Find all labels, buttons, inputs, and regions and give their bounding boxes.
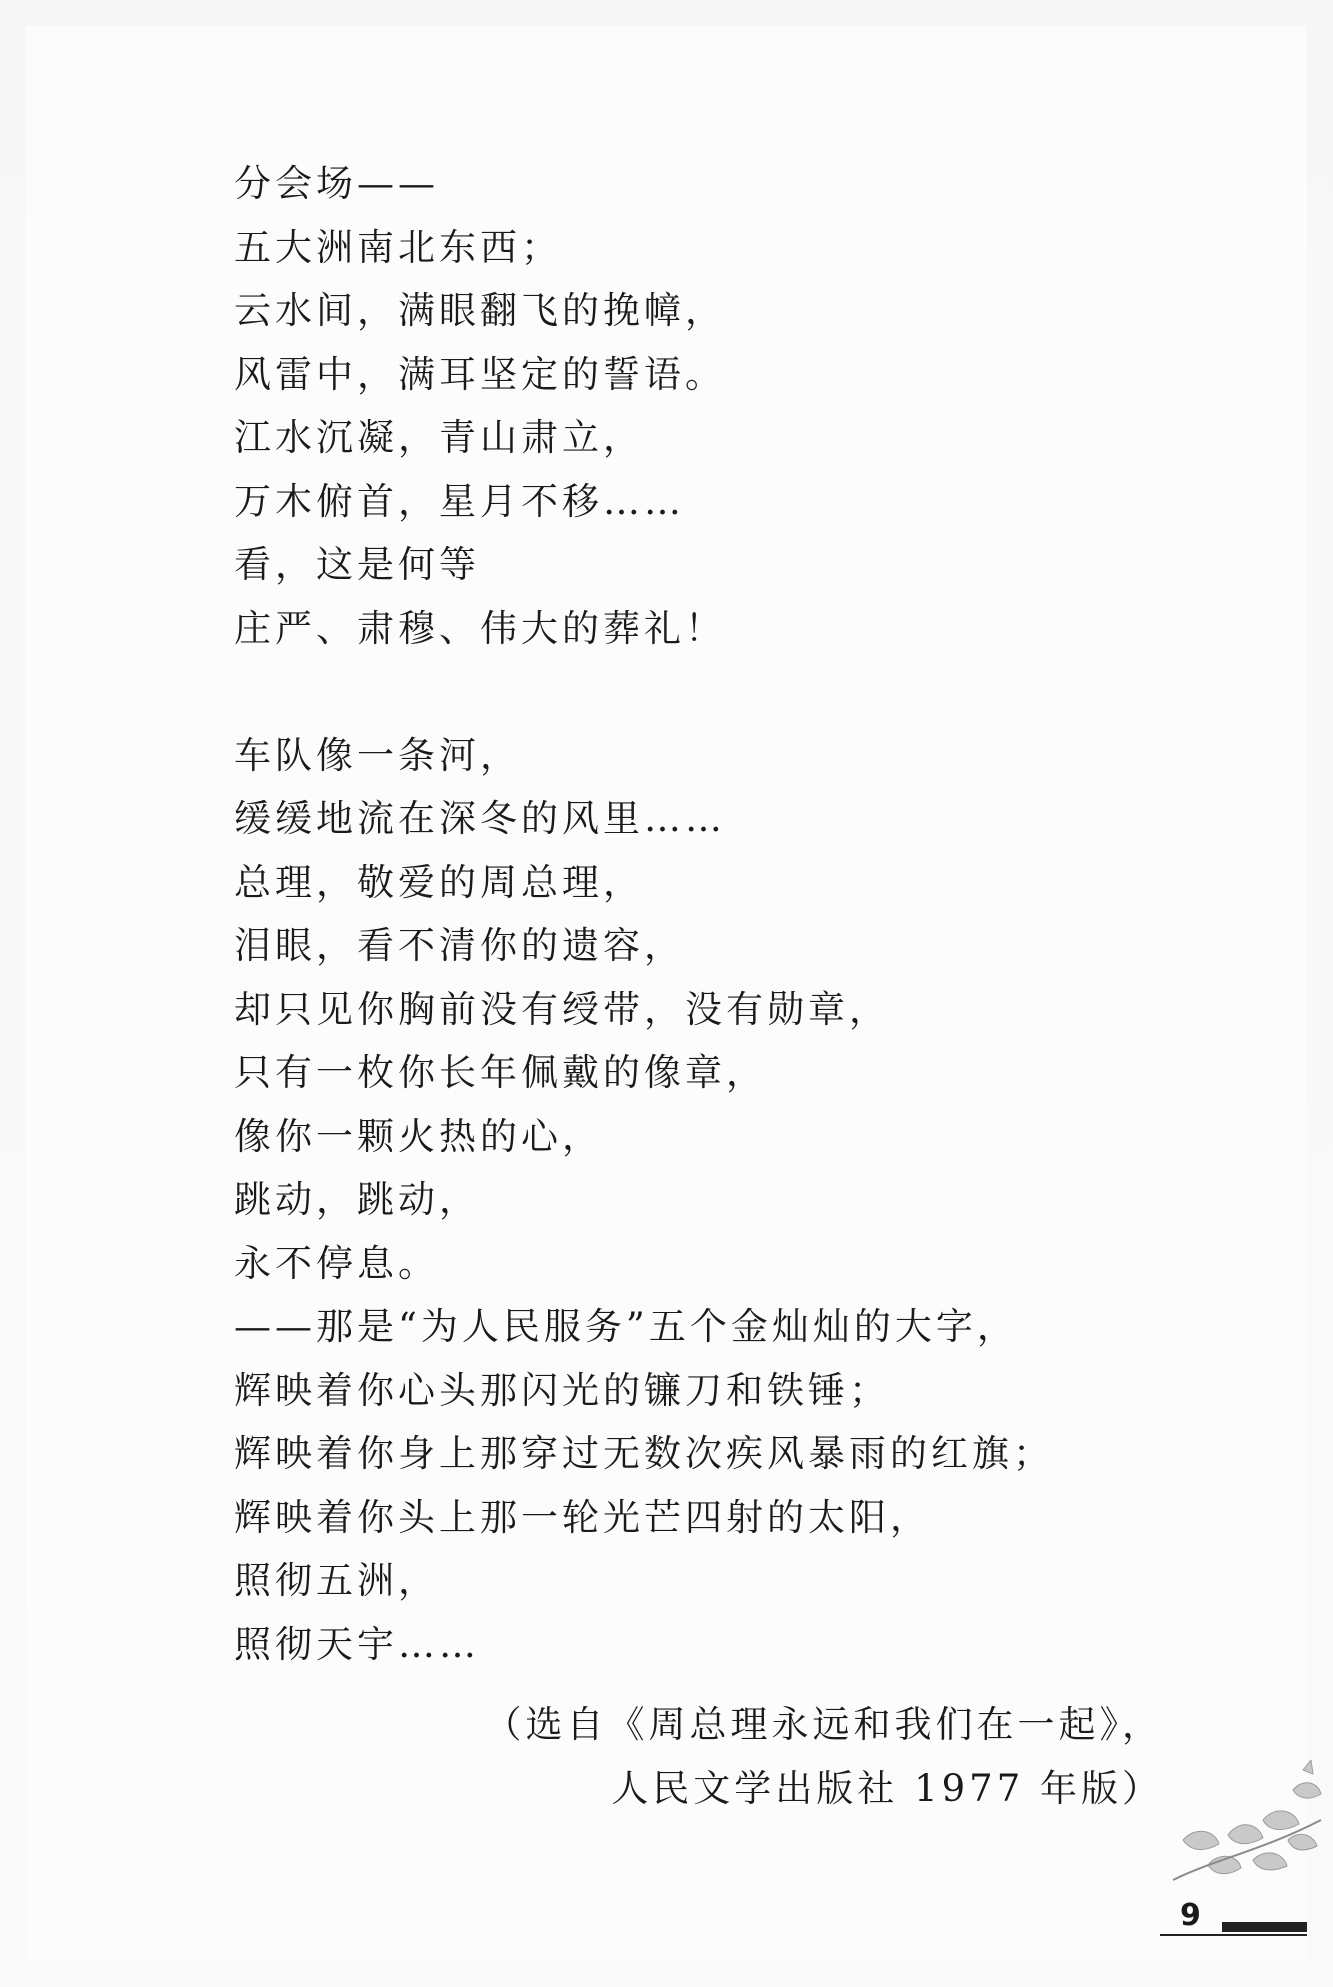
poem-line: 看，这是何等	[234, 543, 480, 586]
stanza-gap	[234, 660, 1054, 724]
page-number-bar	[1222, 1922, 1307, 1932]
poem-line: 庄严、肃穆、伟大的葬礼！	[234, 606, 726, 650]
poem-line: 辉映着你心头那闪光的镰刀和铁锤；	[234, 1368, 890, 1412]
poem-line: 万木俯首，星月不移……	[234, 479, 685, 523]
poem-line: 辉映着你头上那一轮光芒四射的太阳，	[234, 1495, 931, 1539]
poem-line: 却只见你胸前没有绶带，没有勋章，	[234, 987, 890, 1031]
poem-line: 照彻五洲，	[234, 1559, 439, 1602]
poem-body	[234, 152, 1054, 1676]
poem-line: 缓缓地流在深冬的风里……	[234, 797, 726, 840]
poem-line: 像你一颗火热的心，	[234, 1114, 603, 1158]
poem-line: 江水沉凝，青山肃立，	[234, 416, 644, 459]
page-number: 9	[1180, 1898, 1201, 1933]
poem-line: 车队像一条河，	[234, 733, 521, 777]
poem-line: 总理，敬爱的周总理，	[234, 860, 644, 904]
poem-line: 风雷中，满耳坚定的誓语。	[234, 352, 726, 396]
poem-line: 分会场——	[234, 162, 439, 205]
poem-line: 泪眼，看不清你的遗容，	[234, 924, 685, 967]
poem-line: 五大洲南北东西；	[234, 225, 562, 269]
source-line-1: （选自《周总理永远和我们在一起》，	[484, 1703, 1163, 1746]
page-number-rule	[1160, 1934, 1307, 1936]
poem-line: 辉映着你身上那穿过无数次疾风暴雨的红旗；	[234, 1432, 1054, 1475]
poem-line: 照彻天宇……	[234, 1622, 480, 1666]
poem-line: ——那是“为人民服务”五个金灿灿的大字，	[234, 1305, 1018, 1348]
leaf-decoration-icon	[1153, 1760, 1323, 1900]
poem-line: 跳动，跳动，	[234, 1178, 480, 1221]
poem-line: 只有一枚你长年佩戴的像章，	[234, 1051, 767, 1094]
source-line-2: 人民文学出版社 1977 年版）	[611, 1767, 1163, 1810]
poem-line: 云水间，满眼翻飞的挽幛，	[234, 289, 726, 332]
poem-line: 永不停息。	[234, 1241, 439, 1285]
source-citation	[485, 1693, 1164, 1821]
